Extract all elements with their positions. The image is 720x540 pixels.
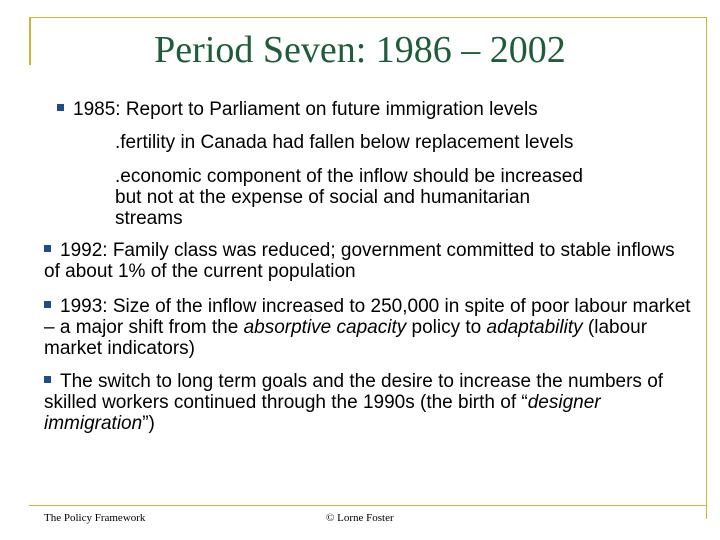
square-bullet-icon bbox=[44, 301, 51, 308]
sub-item-economic-line-2: but not at the expense of social and humanitarian bbox=[115, 187, 531, 208]
sub-item-fertility: .fertility in Canada had fallen below replacement levels bbox=[115, 132, 574, 153]
item-1993-text-pre: 1993: Size of the inflow increased to 250,000 in spite of poor labour market – a major shift from the bbox=[44, 296, 691, 338]
bullet-item-long-term bbox=[44, 371, 694, 434]
bullet-item-1993 bbox=[44, 296, 694, 359]
item-long-term-text-pre: The switch to long term goals and the desire to increase the numbers of skilled workers continued through the 1990s (the birth of “ bbox=[44, 371, 664, 413]
item-1993-emphasis-adaptability: adaptability bbox=[486, 317, 583, 338]
bullet-item-1992 bbox=[44, 240, 694, 282]
footer-copyright: © Lorne Foster bbox=[326, 512, 394, 524]
square-bullet-icon bbox=[44, 376, 51, 383]
item-long-term-text-post: ”) bbox=[142, 413, 155, 434]
item-1993-text-post: (labour market indicators) bbox=[44, 317, 648, 359]
sub-item-economic-line-1: .economic component of the inflow should be increased bbox=[115, 166, 583, 187]
item-1993-text-mid: policy to bbox=[406, 317, 487, 338]
square-bullet-icon bbox=[57, 104, 64, 111]
item-1992-text: 1992: Family class was reduced; government committed to stable inflows of about 1% of the current population bbox=[44, 240, 675, 282]
footer-left-text: The Policy Framework bbox=[44, 512, 146, 524]
bullet-item-1985 bbox=[57, 99, 538, 120]
frame-left-line bbox=[29, 17, 31, 65]
square-bullet-icon bbox=[44, 245, 51, 252]
frame-right-line bbox=[706, 17, 707, 519]
sub-item-economic bbox=[115, 166, 583, 229]
slide-title: Period Seven: 1986 – 2002 bbox=[154, 29, 566, 71]
item-1985-text: 1985: Report to Parliament on future immigration levels bbox=[73, 99, 538, 120]
frame-bottom-line bbox=[29, 505, 707, 506]
frame-top-line bbox=[29, 17, 707, 18]
item-long-term-emphasis: designer immigration bbox=[44, 392, 601, 434]
item-1993-emphasis-absorptive: absorptive capacity bbox=[243, 317, 407, 338]
sub-item-economic-line-3: streams bbox=[115, 208, 183, 229]
